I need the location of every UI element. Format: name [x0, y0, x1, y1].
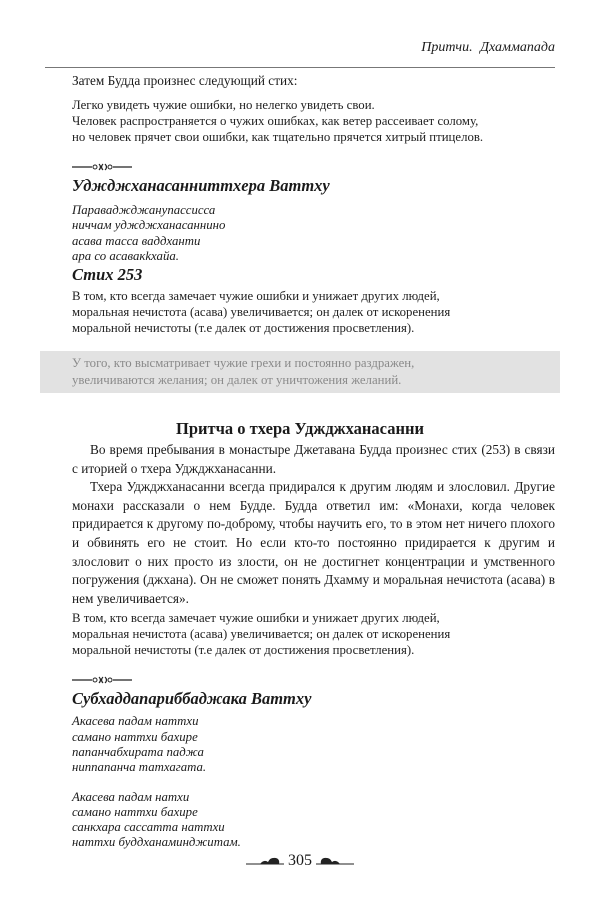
page-footer — [0, 852, 600, 870]
page-number: 305 — [288, 852, 312, 869]
running-head: Притчи. Дхаммапада — [421, 40, 555, 55]
section-title: Субхаддапариббаджака Ваттху — [72, 689, 312, 709]
pali-line: Акасева падам натхи — [72, 789, 190, 804]
paragraph: Тхера Уджджханасанни всегда придирался к другим людям и злословил. Другие монахи рассказали о нем Будде. Будда ответил им: «Монахи, когда человек придирается к другому по-доброму, чтобы научить его, то в этом нет ничего плохого и обвинять его не стоит. Но если кто-то постоянно придирается к другим и злословит о них просто из злости, он не достигнет концентрации и умственного погружения (джхана). Он не сможет понять Дхамму и моральная нечистота (асава) в нем увеличивается». — [72, 479, 555, 606]
pali-line: асава тасса ваддханти — [72, 233, 201, 248]
verse-line: но человек прячет свои ошибки, как тщательно прячется хитрый птицелов. — [72, 130, 484, 144]
pali-line: ниччам уджджханасаннино — [72, 218, 226, 233]
ornament-divider-icon — [72, 163, 132, 171]
pali-line: ара со асавакkхайа. — [72, 248, 179, 263]
verse-line: моральной нечистоты (т.е далек от достижения просветления). — [72, 643, 415, 658]
ornament-right-icon — [316, 856, 354, 866]
pali-line: Параваджджанупассисса — [72, 203, 216, 217]
verse-line: Легко увидеть чужие ошибки, но нелегко увидеть свои. — [72, 98, 375, 112]
pali-line: санкхара сассатта наттхи — [72, 820, 225, 835]
verse-line: В том, кто всегда замечает чужие ошибки и унижает других людей, — [72, 289, 440, 303]
verse-line: моральная нечистота (асава) увеличивается; он далек от искоренения — [72, 627, 451, 642]
ornament-divider-icon — [72, 676, 132, 684]
alt-translation — [72, 355, 414, 389]
verse-label: Стих 253 — [72, 265, 143, 284]
parable-heading: Притча о тхера Уджджханасанни — [176, 419, 424, 438]
pali-line: самано наттхи бахире — [72, 729, 198, 744]
parable-verse — [72, 610, 555, 658]
verse-translation — [72, 288, 450, 336]
paragraph: Во время пребывания в монастыре Джетавана Будда произнес стих (253) в связи с иторией о тхера Уджджханасанни. — [72, 442, 555, 476]
pali-line: Акасева падам наттхи — [72, 714, 199, 729]
pali-line: самано наттхи бахире — [72, 804, 198, 819]
verse-line: У того, кто высматривает чужие грехи и постоянно раздражен, — [72, 356, 415, 370]
pali-line: папанчабхирата паджа — [72, 744, 204, 759]
section-title: Уджджханасанниттхера Ваттху — [72, 176, 330, 195]
pali-line: ниппапанча татхагата. — [72, 760, 207, 775]
header-rule — [45, 67, 555, 68]
pali-verse — [72, 790, 555, 851]
verse-line: В том, кто всегда замечает чужие ошибки и унижает других людей, — [72, 611, 440, 626]
intro-verse — [72, 97, 483, 145]
ornament-left-icon — [246, 856, 284, 866]
verse-line: моральная нечистота (асава) увеличивается; он далек от искоренения — [72, 305, 451, 319]
intro-text: Затем Будда произнес следующий стих: — [72, 73, 298, 88]
pali-line: наттхи буддханаминджитам. — [72, 835, 241, 850]
pali-verse — [72, 714, 555, 775]
verse-line: увеличиваются желания; он далек от уничтожения желаний. — [72, 373, 402, 387]
verse-line: моральной нечистоты (т.е далек от достижения просветления). — [72, 321, 415, 335]
parable-flow — [72, 441, 555, 851]
verse-line: Человек распространяется о чужих ошибках, как ветер рассеивает солому, — [72, 114, 479, 128]
pali-verse — [72, 203, 225, 264]
parable-body — [72, 441, 555, 608]
